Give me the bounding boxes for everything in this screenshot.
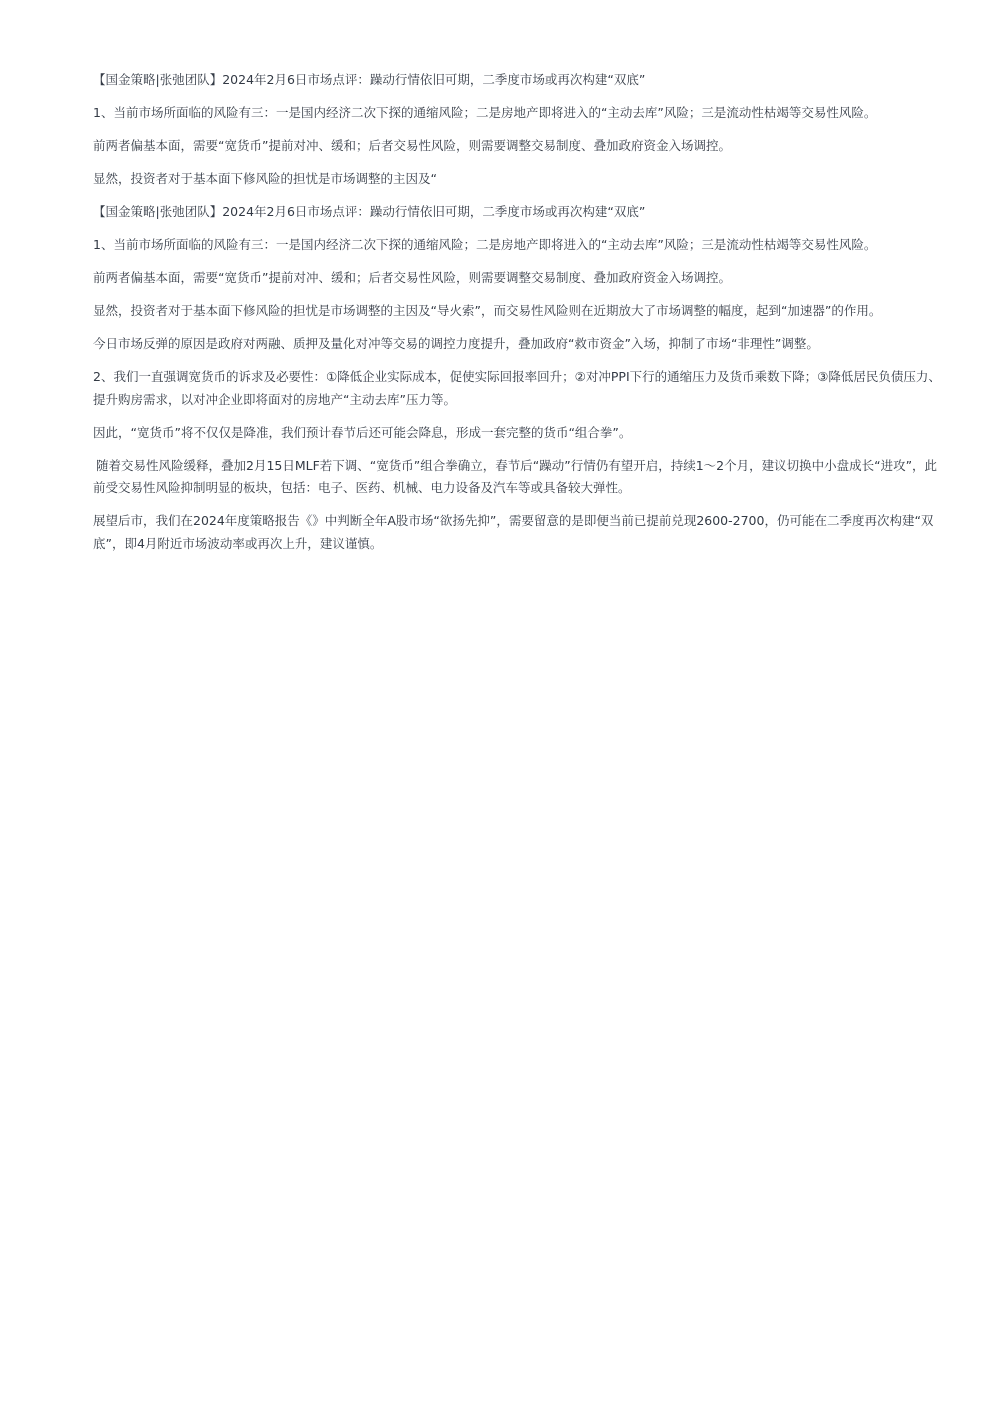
paragraph-truncated: 显然，投资者对于基本面下修风险的担忧是市场调整的主因及“ <box>93 171 437 186</box>
paragraph-title: 【国金策略|张弛团队】2024年2月6日市场点评：躁动行情依旧可期，二季度市场或再次构建“双底” <box>93 72 646 87</box>
paragraph-risks-repeat: 1、当前市场所面临的风险有三：一是国内经济二次下探的通缩风险；二是房地产即将进入的“主动去库”风险；三是流动性枯竭等交易性风险。 <box>93 237 877 252</box>
paragraph-outlook-sectors: 随着交易性风险缓释，叠加2月15日MLF若下调、“宽货币”组合拳确立，春节后“躁动”行情仍有望开启，持续1～2个月，建议切换中小盘成长“进攻”，此前受交易性风险抑制明显的板块，包括：电子、医药、机械、电力设备及汽车等或具备较大弹性。 <box>93 457 938 495</box>
paragraph-risks: 1、当前市场所面临的风险有三：一是国内经济二次下探的通缩风险；二是房地产即将进入的“主动去库”风险；三是流动性枯竭等交易性风险。 <box>93 105 877 120</box>
paragraph-combination: 因此，“宽货币”将不仅仅是降准，我们预计春节后还可能会降息，形成一套完整的货币“组合拳”。 <box>93 424 632 440</box>
paragraph-fundamentals: 前两者偏基本面，需要“宽货币”提前对冲、缓和；后者交易性风险，则需要调整交易制度、叠加政府资金入场调控。 <box>93 138 731 153</box>
paragraph-rebound: 今日市场反弹的原因是政府对两融、质押及量化对冲等交易的调控力度提升，叠加政府“救市资金”入场，抑制了市场“非理性”调整。 <box>93 336 819 351</box>
paragraph-accelerator: 显然，投资者对于基本面下修风险的担忧是市场调整的主因及“导火索”，而交易性风险则在近期放大了市场调整的幅度，起到“加速器”的作用。 <box>93 303 882 318</box>
paragraph-title-repeat: 【国金策略|张弛团队】2024年2月6日市场点评：躁动行情依旧可期，二季度市场或再次构建“双底” <box>93 204 646 219</box>
paragraph-outlook: 展望后市，我们在2024年度策略报告《》中判断全年A股市场“欲扬先抑”，需要留意的是即便当前已提前兑现2600-2700，仍可能在二季度再次构建“双底”，即4月附近市场波动率或再次上升，建议谨慎。 <box>93 513 934 551</box>
paragraph-fundamentals-repeat: 前两者偏基本面，需要“宽货币”提前对冲、缓和；后者交易性风险，则需要调整交易制度、叠加政府资金入场调控。 <box>93 270 731 285</box>
paragraph-loose-money: 2、我们一直强调宽货币的诉求及必要性：①降低企业实际成本，促使实际回报率回升；②对冲PPI下行的通缩压力及货币乘数下降；③降低居民负债压力、提升购房需求，以对冲企业即将面对的房地产“主动去库”压力等。 <box>93 369 941 407</box>
